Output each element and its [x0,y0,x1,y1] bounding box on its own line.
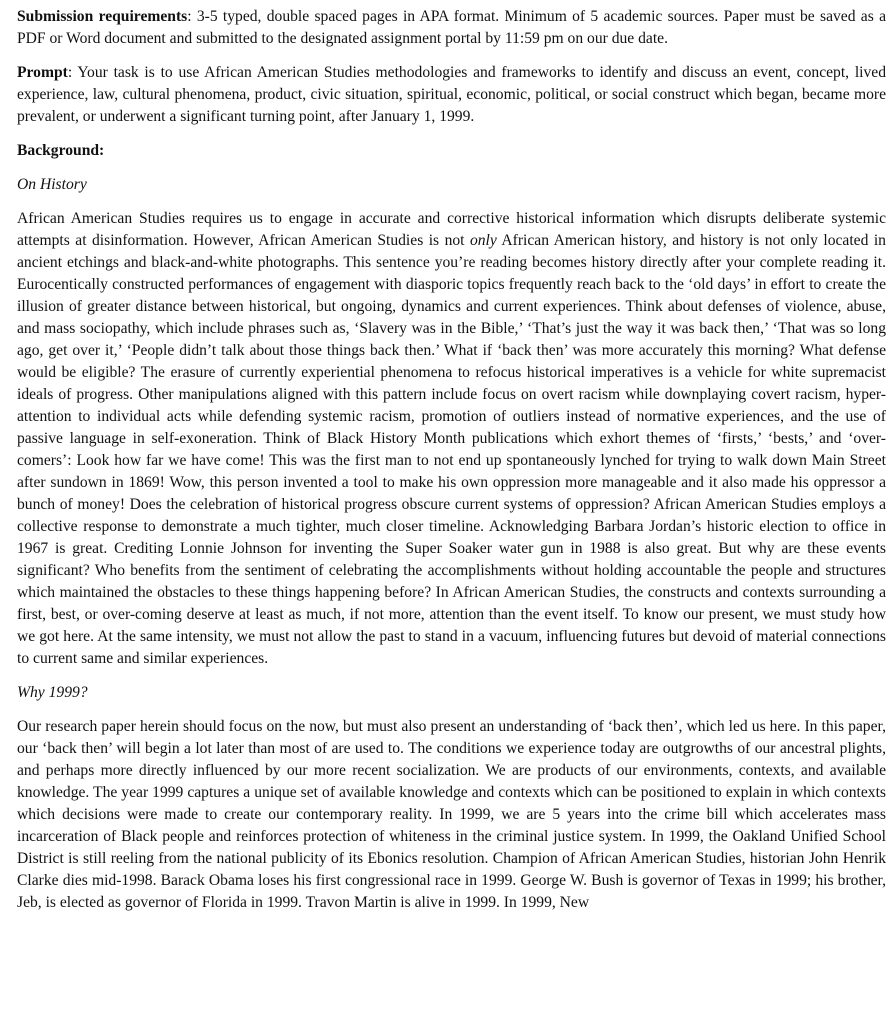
submission-requirements-paragraph [17,6,886,50]
on-history-paragraph [17,208,886,670]
prompt-label: Prompt [17,64,68,81]
prompt-paragraph [17,62,886,128]
on-history-subheading: On History [17,176,87,193]
on-history-text-part-2: African American history, and history is not only located in ancient etchings and black-and-white photographs. This sentence you’re reading becomes history directly after your complete reading it. Eurocentically constructed performances of engagement with diasporic topics frequently reach back to the ‘old days’ in effort to create the illusion of greater distance between historical, but ongoing, dynamics and current experiences. Think about defenses of violence, abuse, and mass sociopathy, which include phrases such as, ‘Slavery was in the Bible,’ ‘That’s just the way it was back then,’ ‘That was so long ago, get over it,’ ‘People didn’t talk about those things back then.’ What if ‘back then’ was more accurately this morning? What defense would be eligible? The erasure of currently experiential phenomena to refocus historical imperatives is a vehicle for white supremacist ideals of progress. Other manipulations aligned with this pattern include focus on overt racism while downplaying covert racism, hyper-attention to individual acts while defending systemic racism, promotion of outliers instead of normative experiences, and the use of passive language in self-exoneration. Think of Black History Month publications which exhort themes of ‘firsts,’ ‘bests,’ and ‘over-comers’: Look how far we have come! This was the first man to not end up spontaneously lynched for trying to walk down Main Street after sundown in 1869! Wow, this person invented a tool to make his own oppression more manageable and it also made his oppressor a bunch of money! Does the celebration of historical progress obscure current systems of oppression? African American Studies employs a collective response to demonstrate a much tighter, much closer timeline. Acknowledging Barbara Jordan’s historic election to office in 1967 is great. Crediting Lonnie Johnson for inventing the Super Soaker water gun in 1988 is also great. But why are these events significant? Who benefits from the sentiment of celebrating the accomplishments without holding accountable the people and structures which maintained the obstacles to these things happening before? In African American Studies, the constructs and contexts surrounding a first, best, or over-coming deserve at least as much, if not more, attention than the event itself. To know our present, we must study how we got here. At the same intensity, we must not allow the past to stand in a vacuum, influencing futures but devoid of material connections to current same and similar experiences. [17,232,886,667]
submission-requirements-text: : 3-5 typed, double spaced pages in APA format. Minimum of 5 academic sources. Paper must be saved as a PDF or Word document and submitted to the designated assignment portal by 11:59 pm on our due date. [17,8,886,47]
why-1999-subheading: Why 1999? [17,684,88,701]
prompt-text: : Your task is to use African American Studies methodologies and frameworks to identify and discuss an event, concept, lived experience, law, cultural phenomena, product, civic situation, spiritual, economic, political, or social construct which began, became more prevalent, or underwent a significant turning point, after January 1, 1999. [17,64,886,125]
submission-requirements-label: Submission requirements [17,8,188,25]
document-page [17,6,886,914]
why-1999-paragraph: Our research paper herein should focus on the now, but must also present an understanding of ‘back then’, which led us here. In this paper, our ‘back then’ will begin a lot later than most of are used to. The conditions we experience today are outgrowths of our ancestral plights, and perhaps more directly influenced by our more recent socialization. We are products of our environments, contexts, and available knowledge. The year 1999 captures a unique set of available knowledge and contexts which can be positioned to explain in which contexts which decisions were made to create our contemporary reality. In 1999, we are 5 years into the crime bill which accelerates mass incarceration of Black people and reinforces protection of whiteness in the criminal justice system. In 1999, the Oakland Unified School District is still reeling from the national publicity of its Ebonics resolution. Champion of African American Studies, historian John Henrik Clarke dies mid-1998. Barack Obama loses his first congressional race in 1999. George W. Bush is governor of Texas in 1999; his brother, Jeb, is elected as governor of Florida in 1999. Travon Martin is alive in 1999. In 1999, New [17,718,886,911]
on-history-text-part-1: African American Studies requires us to engage in accurate and corrective historical information which disrupts deliberate systemic attempts at disinformation. However, African American Studies is not [17,210,886,249]
on-history-emphasis-only: only [469,232,497,249]
background-heading: Background: [17,142,105,159]
